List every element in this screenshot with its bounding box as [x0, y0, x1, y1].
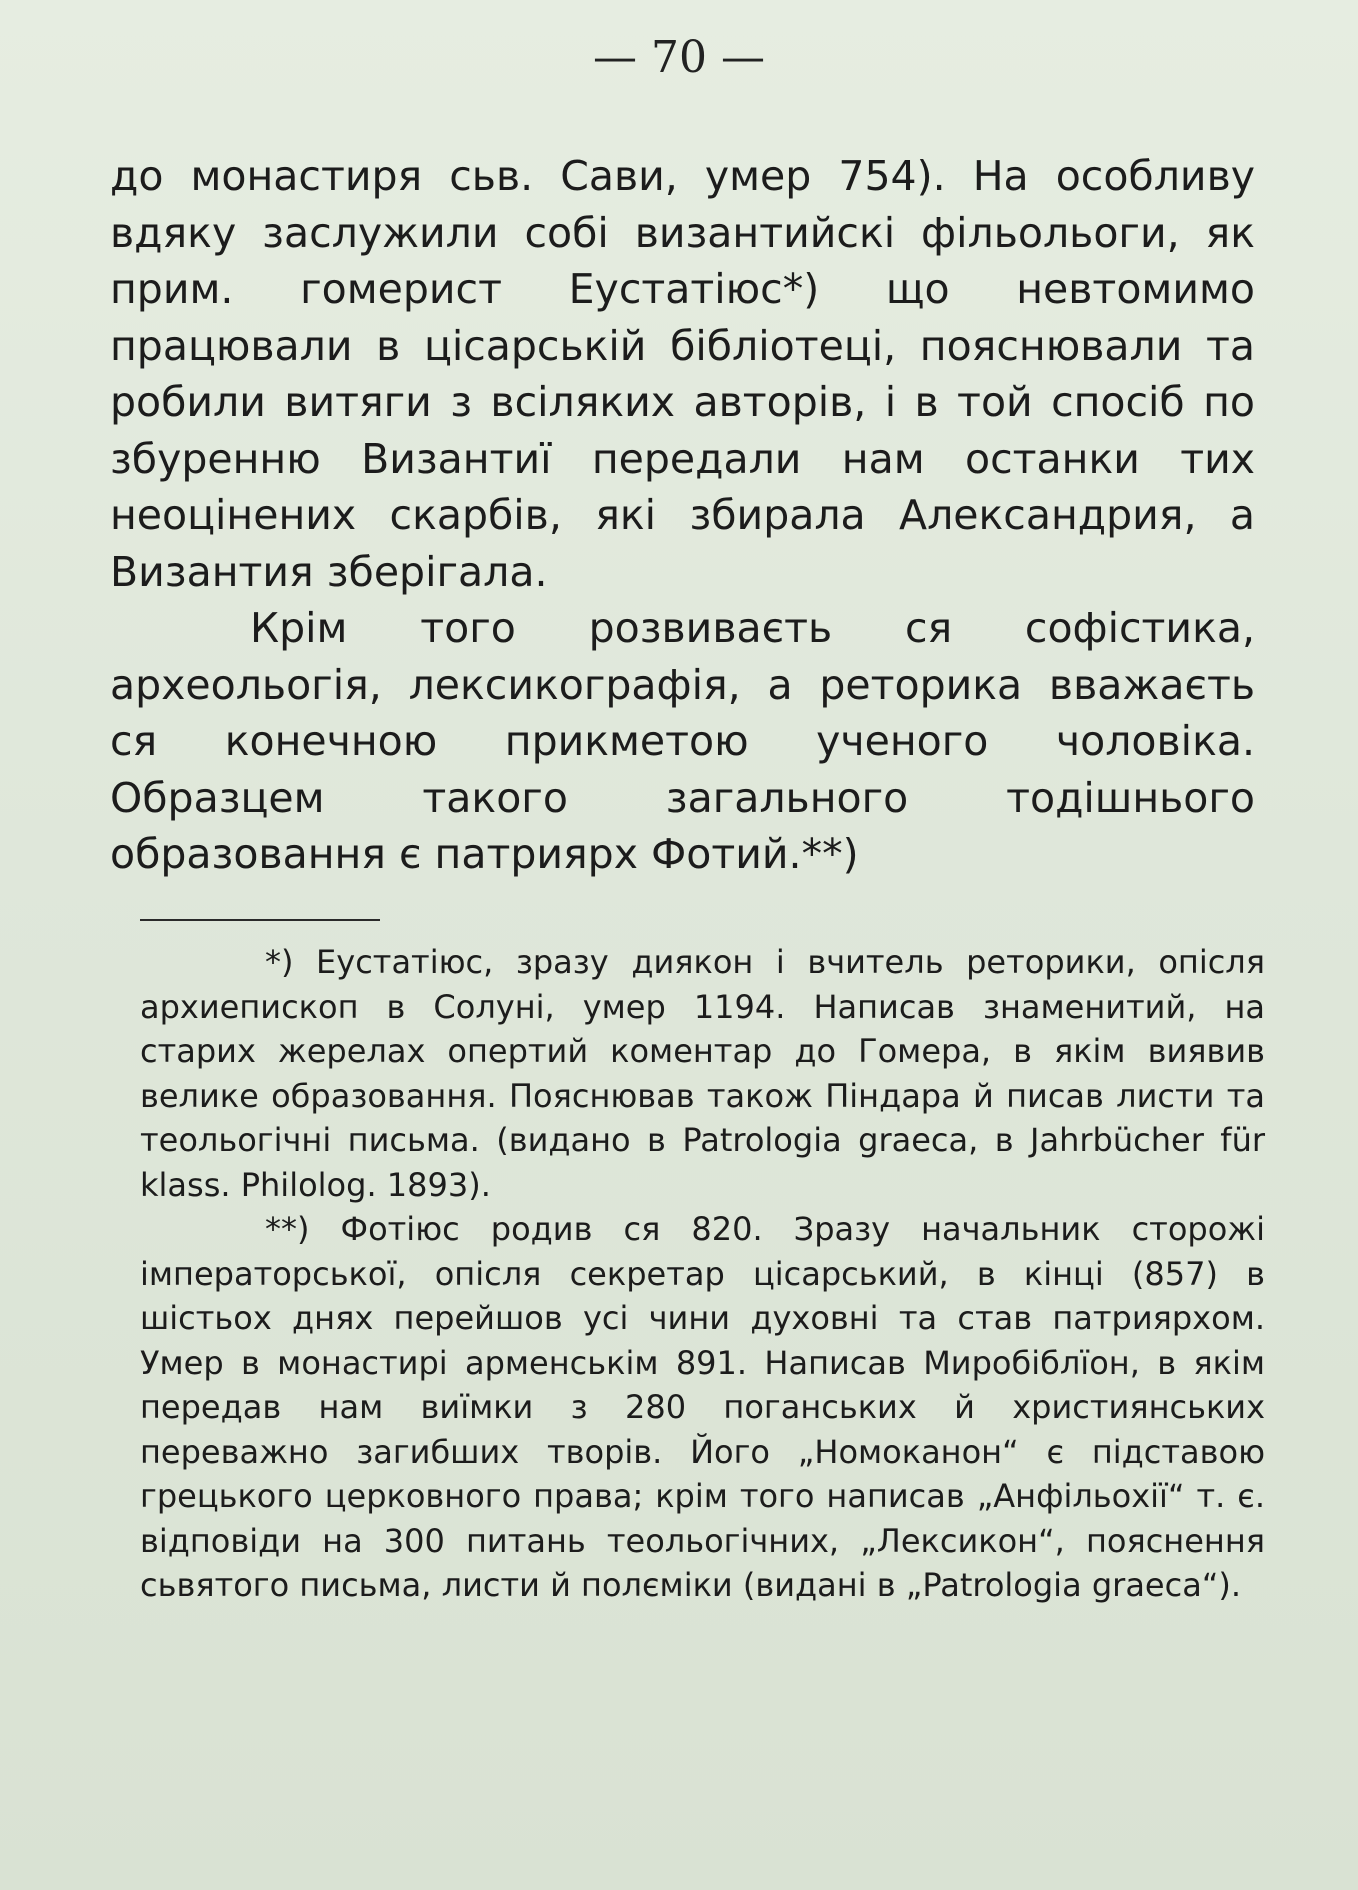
main-text: [110, 148, 1255, 883]
footnote-separator: [140, 919, 380, 921]
footnotes: [140, 940, 1265, 1608]
main-paragraph-1: до монастиря сьв. Сави, умер 754). На особливу вдяку заслужили собі византийскі фільольоги, як прим. гомерист Еустатіюс*) що невтомимо працювали в цісарській бібліотеці, пояснювали та робили витяги з всіляких авторів, і в той спосіб по збуренню Византиї передали нам останки тих неоцінених скарбів, які збирала Александрия, а Византия зберігала.: [110, 152, 1255, 596]
main-paragraph-2: Крім того розвиваєть ся софістика, археольогія, лексикографія, а реторика вважаєть ся конечною прикметою ученого чоловіка. Образцем такого загального тодішнього образовання є патриярх Фотий.**): [110, 604, 1255, 878]
footnote-1: *) Еустатіюс, зразу диякон і вчитель реторики, опісля архиепископ в Солуні, умер 1194. Написав знаменитий, на старих жерелах опертий коментар до Гомера, в якім виявив велике образовання. Пояснював також Піндара й писав листи та теольогічні письма. (видано в Patrologia graeca, в Jahrbücher für klass. Philolog. 1893).: [140, 943, 1265, 1204]
page-number: — 70 —: [593, 32, 765, 83]
footnote-2: **) Фотіюс родив ся 820. Зразу начальник сторожі імператорської, опісля секретар цісарський, в кінці (857) в шістьох днях перейшов усі чини духовні та став патриярхом. Умер в монастирі арменськім 891. Написав Миробіблїон, в якім передав нам виїмки з 280 поганських й християнських переважно загибших творів. Його „Номоканон“ є підставою грецького церковного права; крім того написав „Анфільохії“ т. є. відповіди на 300 питань теольогічних, „Лексикон“, пояснення сьвятого письма, листи й полєміки (видані в „Patrologia graeca“).: [140, 1210, 1265, 1604]
